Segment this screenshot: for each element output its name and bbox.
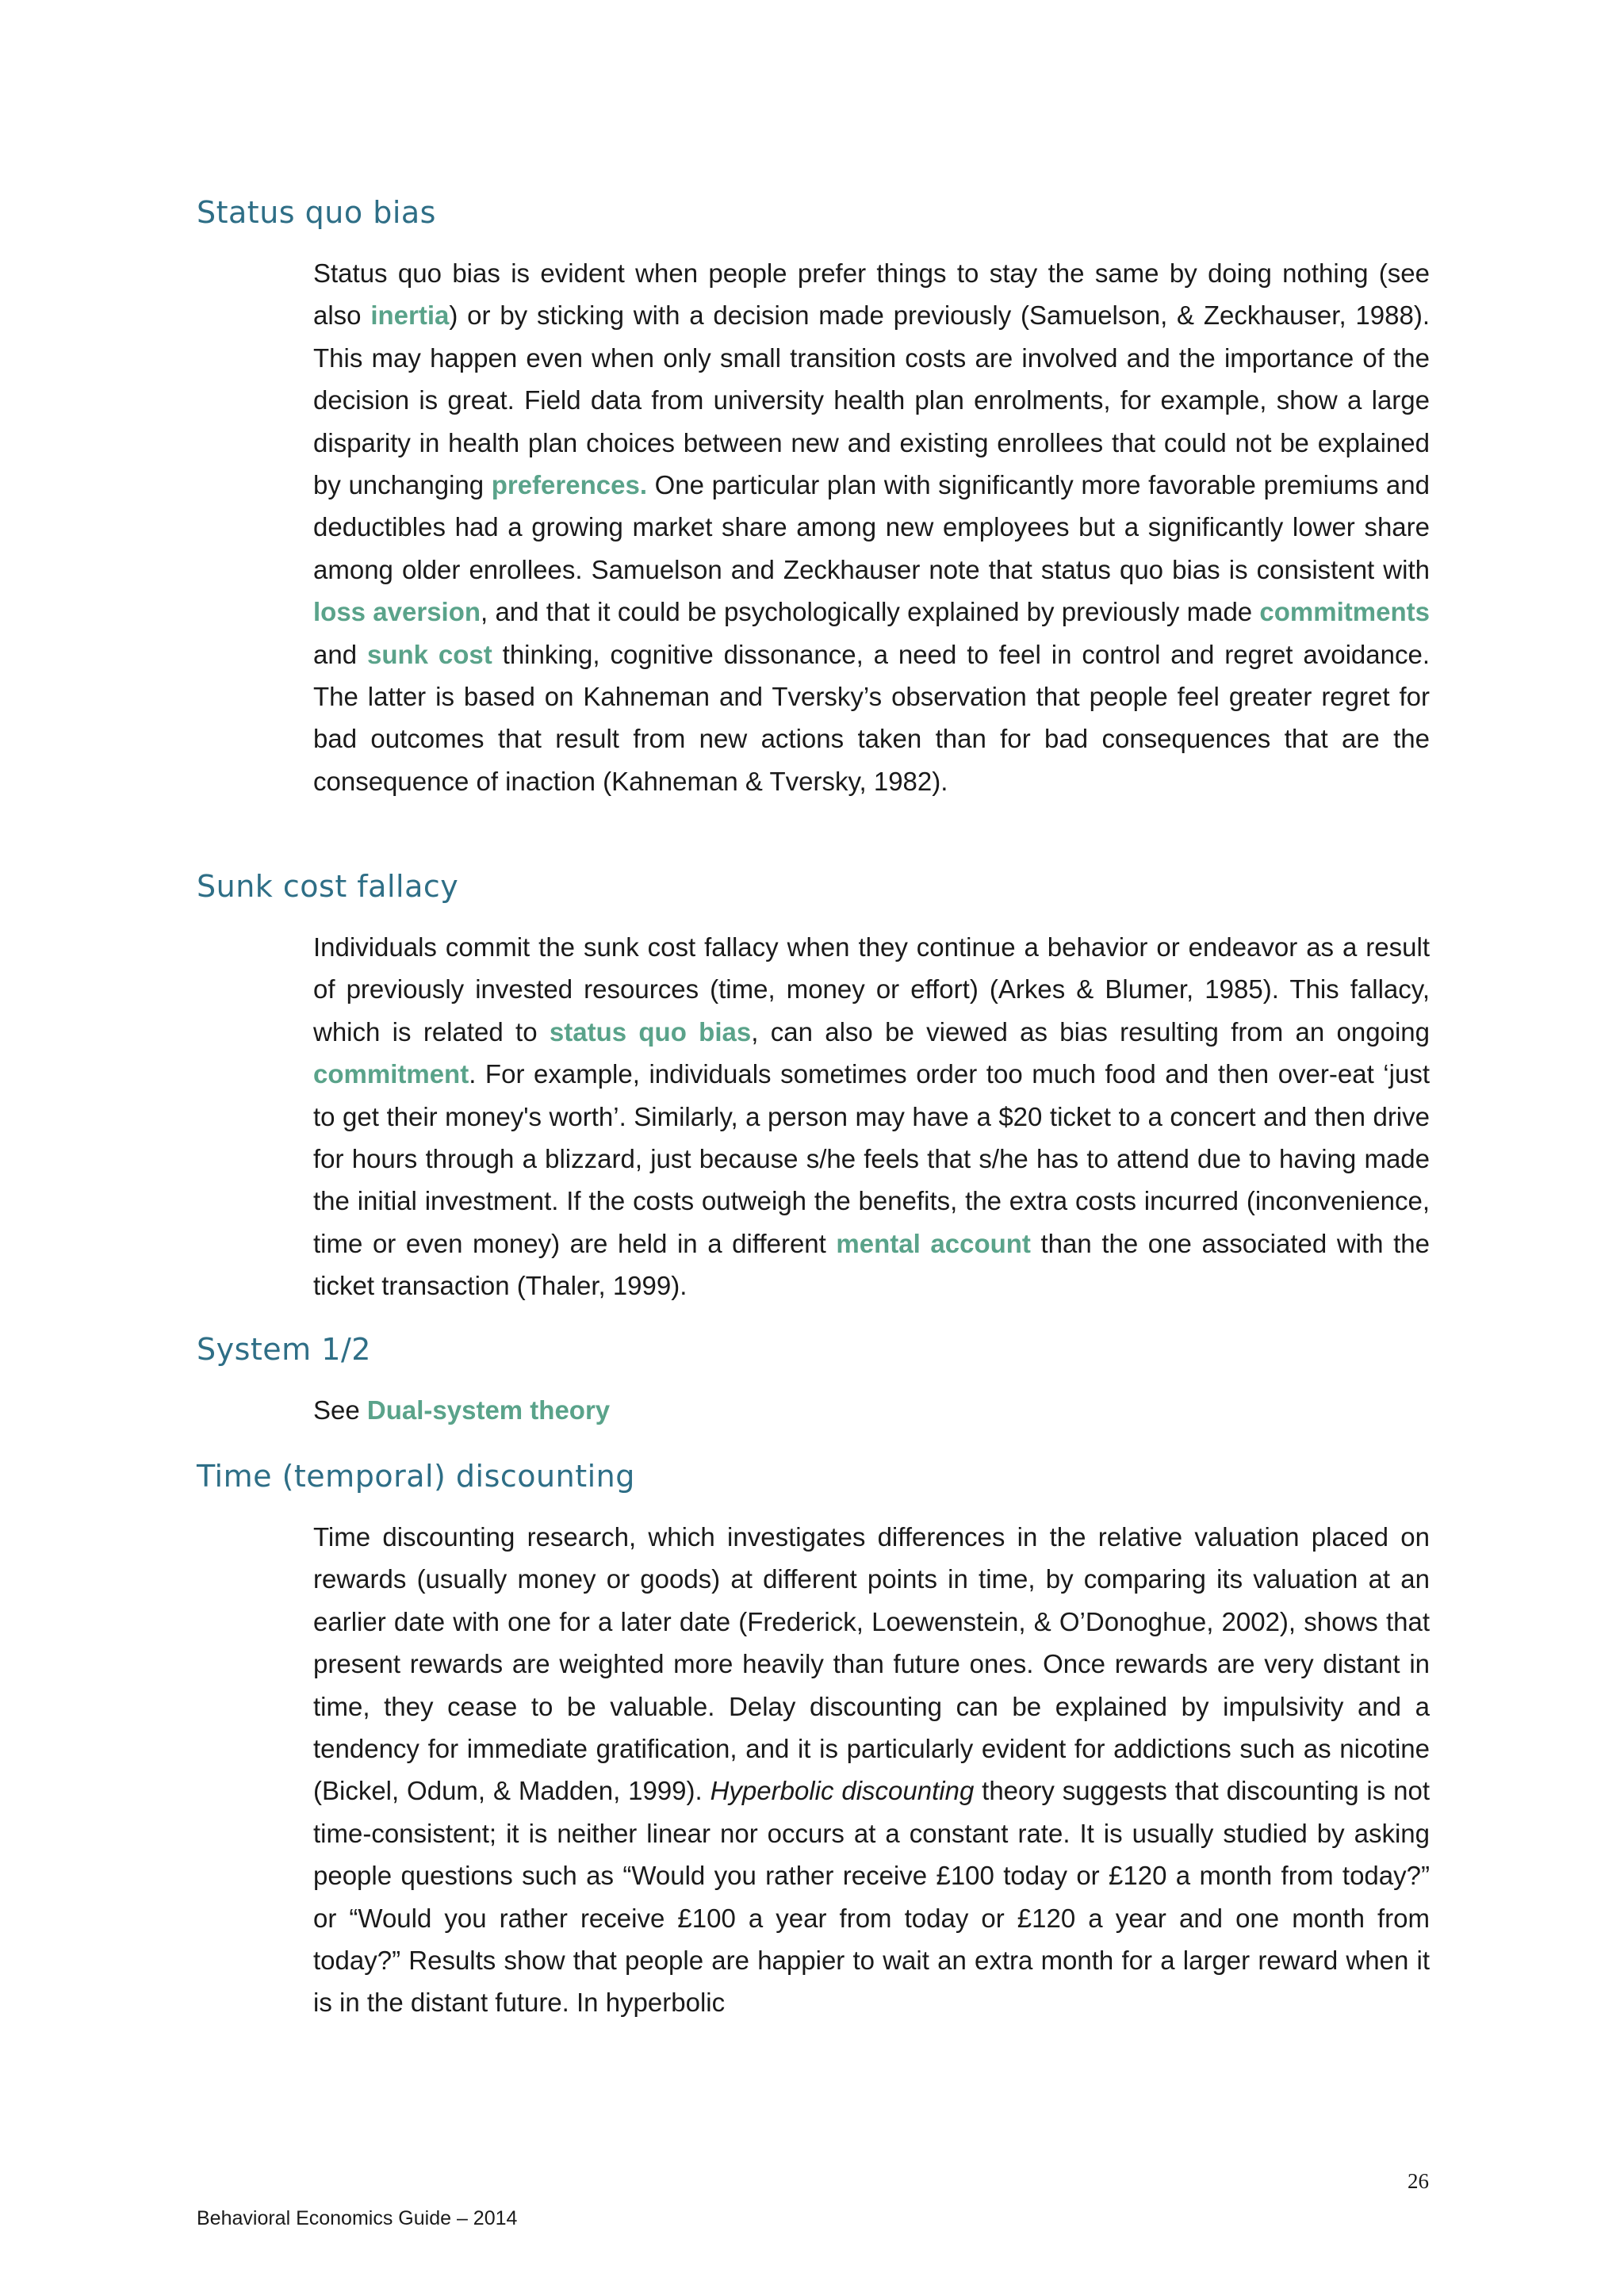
footer-text: Behavioral Economics Guide – 2014 [197, 2207, 518, 2229]
section-title-status-quo-bias: Status quo bias [197, 195, 436, 230]
text: Status quo bias is evident when people prefer things to stay the same by doing nothing (see also [313, 258, 1430, 331]
italic-term-hyperbolic-discounting: Hyperbolic discounting [710, 1776, 975, 1806]
term-link-preferences[interactable]: preferences. [491, 470, 647, 500]
term-link-status-quo-bias[interactable]: status quo bias [549, 1016, 752, 1047]
term-link-sunk-cost[interactable]: sunk cost [366, 639, 492, 669]
paragraph-status-quo-bias [313, 252, 1430, 802]
text: theory suggests that discounting is not time-consistent; it is neither linear nor occurs at a constant rate. It is usually studied by asking people questions such as “Would you rather receive £100 today or £120 a month from today?” or “Would you rather receive £100 a year from today or £120 a year and one month from today?” Results show that people are happier to wait an extra month for a larger reward when it is in the distant future. In hyperbolic [313, 1776, 1431, 2018]
text: Time discounting research, which investigates differences in the relative valuation placed on rewards (usually money or goods) at different points in time, by comparing its valuation at an earlier date with one for a later date (Frederick, Loewenstein, & O’Donoghue, 2002), shows that present rewards are weighted more heavily than future ones. Once rewards are very distant in time, they cease to be valuable. Delay discounting can be explained by impulsivity and a tendency for immediate gratification, and it is particularly evident for addictions such as nicotine (Bickel, Odum, & Madden, 1999). [313, 1522, 1430, 1806]
term-link-commitments[interactable]: commitments [1259, 597, 1430, 627]
text: . For example, individuals sometimes order too much food and then over-eat ‘just to get their money's worth’. Similarly, a person may have a $20 ticket to a concert and then drive for hours through a blizzard, just because s/he feels that s/he has to attend due to having made the initial investment. If the costs outweigh the benefits, the extra costs incurred (inconvenience, time or even money) are held in a different [313, 1059, 1430, 1258]
text: See [313, 1395, 367, 1425]
paragraph-sunk-cost-fallacy [313, 926, 1430, 1307]
section-title-system-1-2: System 1/2 [197, 1332, 371, 1367]
section-title-time-discounting: Time (temporal) discounting [197, 1459, 635, 1494]
text: thinking, cognitive dissonance, a need to feel in control and regret avoidance. The latter is based on Kahneman and Tversky’s observation that people feel greater regret for bad outcomes that result from new actions taken than for bad consequences that are the consequence of inaction (Kahneman & Tversky, 1982). [313, 639, 1430, 796]
paragraph-system-1-2 [313, 1389, 1430, 1431]
term-link-dual-system-theory[interactable]: Dual-system theory [366, 1395, 611, 1425]
page-number: 26 [1408, 2169, 1429, 2193]
text: , and that it could be psychologically explained by previously made [481, 597, 1260, 627]
text: and [313, 639, 367, 669]
term-link-inertia[interactable]: inertia [370, 300, 450, 331]
section-title-sunk-cost-fallacy: Sunk cost fallacy [197, 869, 459, 904]
term-link-commitment[interactable]: commitment [313, 1059, 469, 1089]
text: ) or by sticking with a decision made previously (Samuelson, & Zeckhauser, 1988). This may happen even when only small transition costs are involved and the importance of the decision is great. Field data from university health plan enrolments, for example, show a large disparity in health plan choices between new and existing enrollees that could not be explained by unchanging [313, 300, 1430, 500]
term-link-mental-account[interactable]: mental account [836, 1228, 1031, 1258]
paragraph-time-discounting [313, 1516, 1430, 2024]
text: Individuals commit the sunk cost fallacy when they continue a behavior or endeavor as a result of previously invested resources (time, money or effort) (Arkes & Blumer, 1985). This fallacy, which is related to [313, 932, 1430, 1047]
text: One particular plan with significantly more favorable premiums and deductibles had a growing market share among new employees but a significantly lower share among older enrollees. Samuelson and Zeckhauser note that status quo bias is consistent with [313, 470, 1430, 584]
text: , can also be viewed as bias resulting from an ongoing [751, 1016, 1430, 1047]
term-link-loss-aversion[interactable]: loss aversion [313, 597, 481, 627]
text: than the one associated with the ticket transaction (Thaler, 1999). [313, 1228, 1430, 1301]
